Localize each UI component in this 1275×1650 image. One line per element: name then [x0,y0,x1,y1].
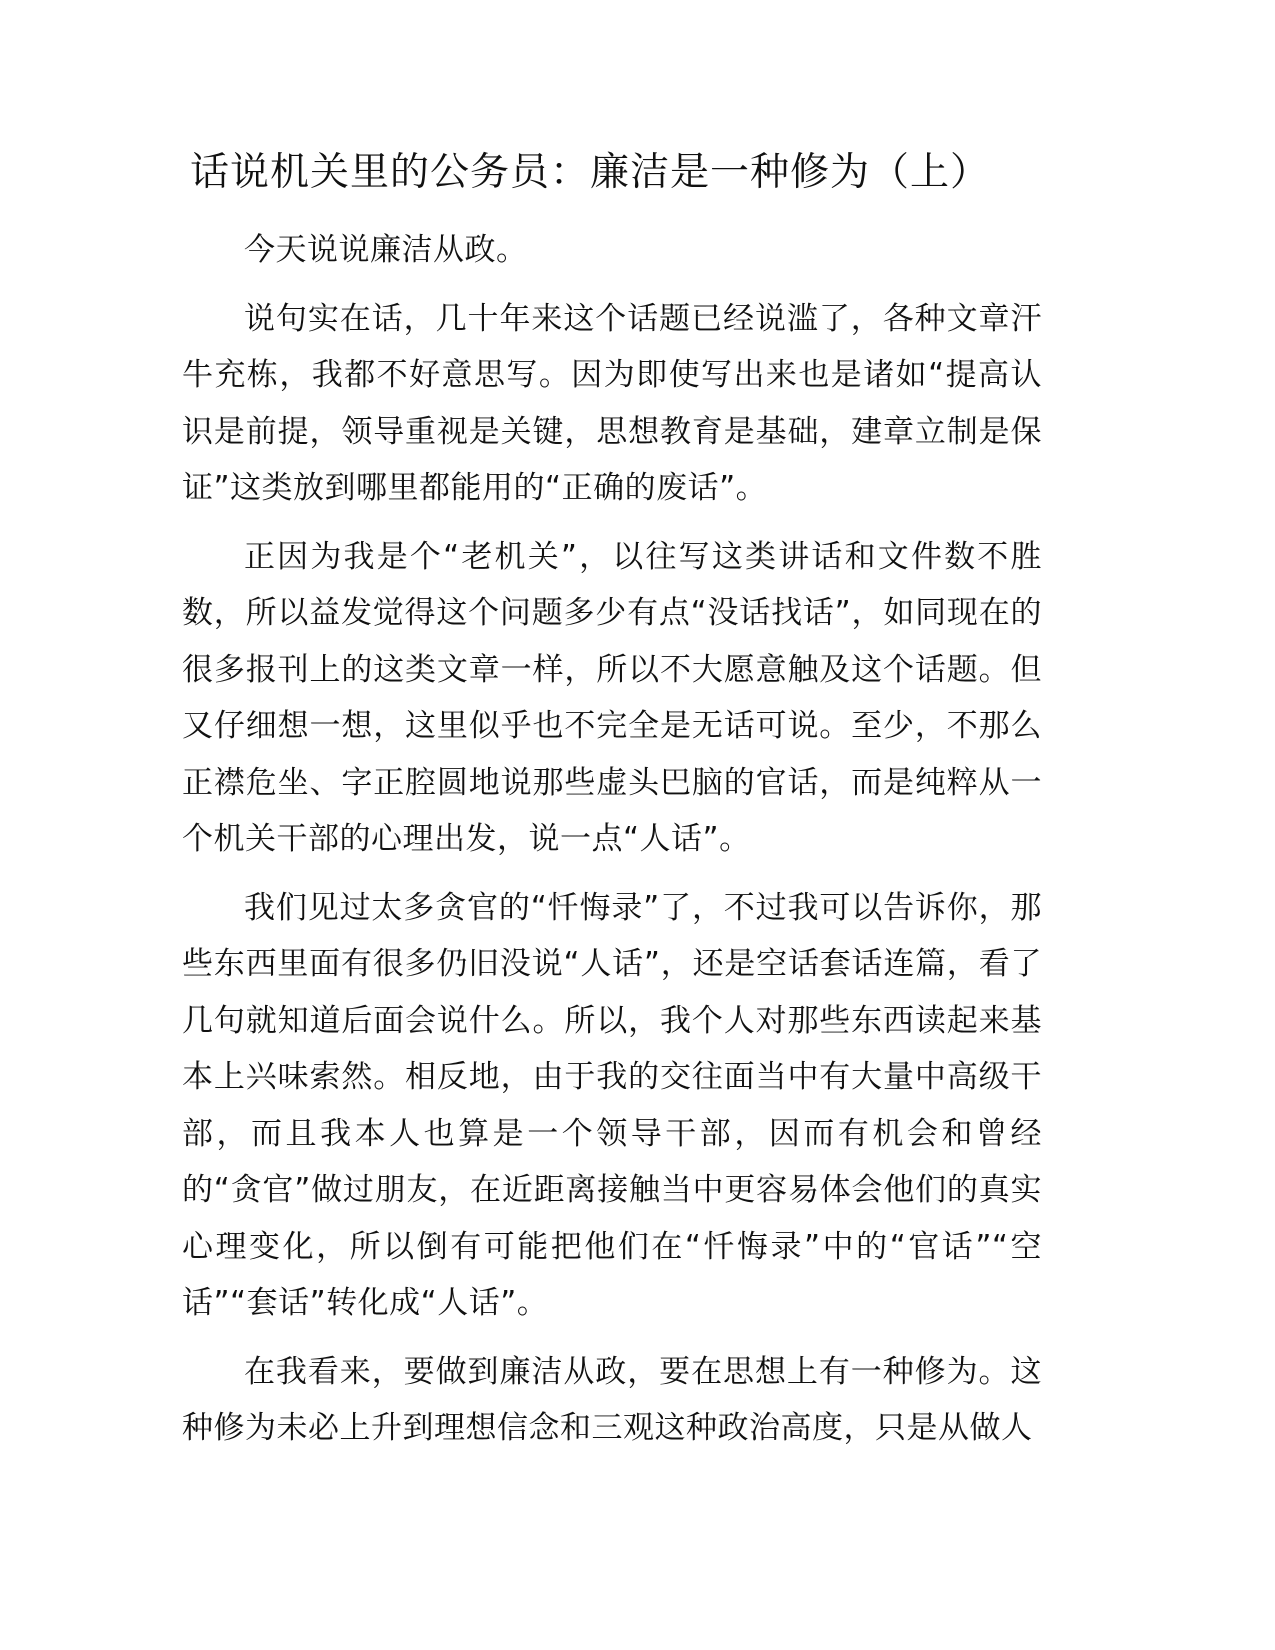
paragraph: 在我看来，要做到廉洁从政，要在思想上有一种修为。这种修为未必上升到理想信念和三观这种政治高度，只是从做人 [182,1353,1042,1446]
paragraph: 正因为我是个“老机关”，以往写这类讲话和文件数不胜数，所以益发觉得这个问题多少有点“没话找话”，如同现在的很多报刊上的这类文章一样，所以不大愿意触及这个话题。但又仔细想一想，这里似乎也不完全是无话可说。至少，不那么正襟危坐、字正腔圆地说那些虚头巴脑的官话，而是纯粹从一个机关干部的心理出发，说一点“人话”。 [182,538,1042,857]
document-title: 话说机关里的公务员：廉洁是一种修为（上） [190,150,991,195]
paragraph: 我们见过太多贪官的“忏悔录”了，不过我可以告诉你，那些东西里面有很多仍旧没说“人话”，还是空话套话连篇，看了几句就知道后面会说什么。所以，我个人对那些东西读起来基本上兴味索然。相反地，由于我的交往面当中有大量中高级干部，而且我本人也算是一个领导干部，因而有机会和曾经的“贪官”做过朋友，在近距离接触当中更容易体会他们的真实心理变化，所以倒有可能把他们在“忏悔录”中的“官话”“空话”“套话”转化成“人话”。 [182,889,1042,1321]
paragraph: 今天说说廉洁从政。 [244,232,528,268]
document-body [182,222,1042,1469]
paragraph: 说句实在话，几十年来这个话题已经说滥了，各种文章汗牛充栋，我都不好意思写。因为即使写出来也是诸如“提高认识是前提，领导重视是关键，思想教育是基础，建章立制是保证”这类放到哪里都能用的“正确的废话”。 [182,300,1042,506]
